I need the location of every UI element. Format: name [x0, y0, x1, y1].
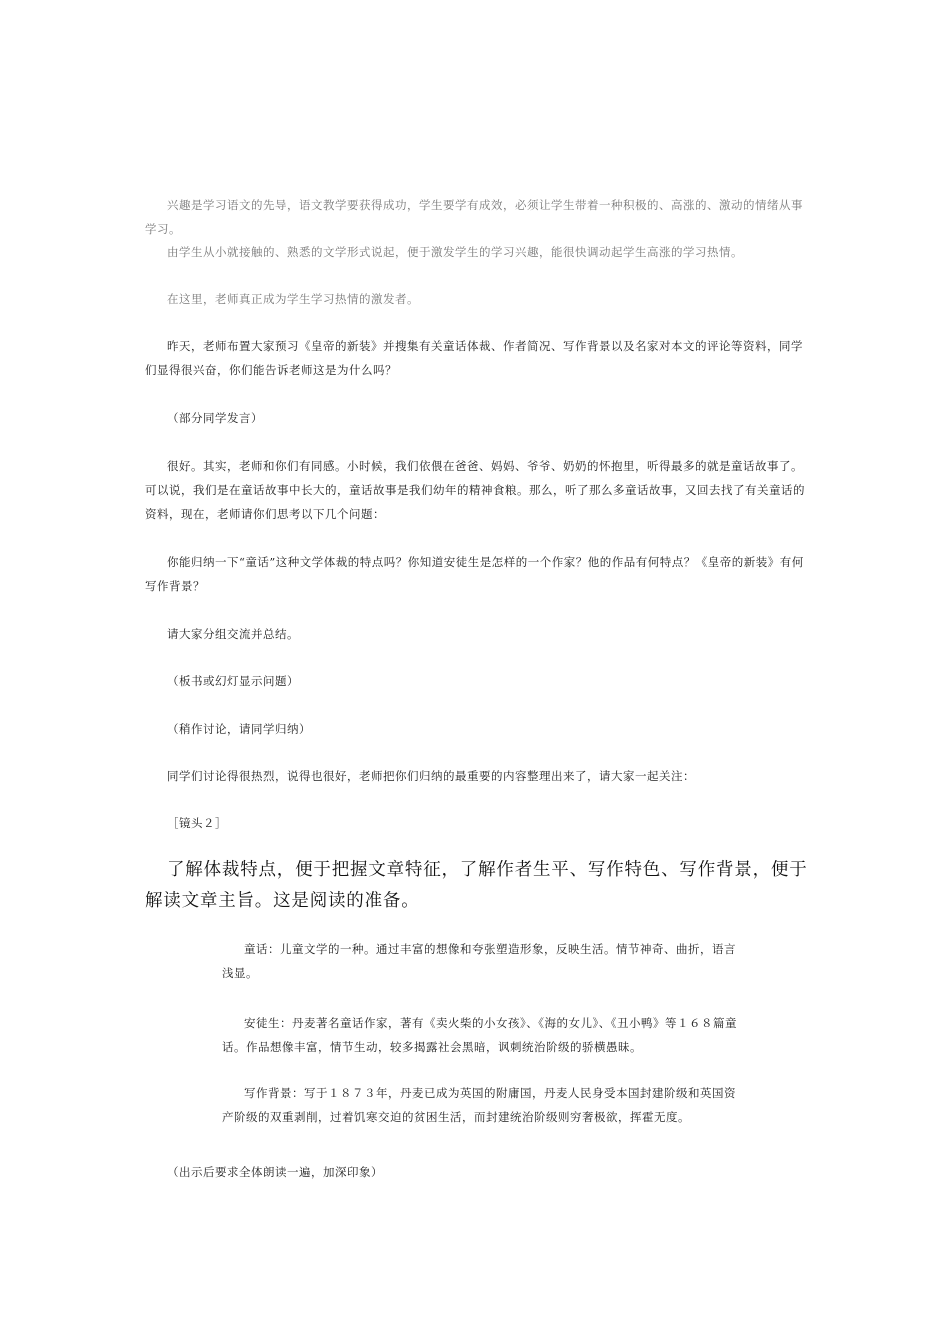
- fairy-tale-definition: 童话：儿童文学的一种。通过丰富的想像和夸张塑造形象，反映生活。情节神奇、曲折，语言浅显。: [222, 942, 736, 980]
- very-good-paragraph: 很好。其实，老师和你们有同感。小时候，我们依偎在爸爸、妈妈、爷爷、奶奶的怀抱里，听得最多的就是童话故事了。可以说，我们是在童话故事中长大的，童话故事是我们幼年的精神食粮。那么，听了那么多童话故事，又回去找了有关童话的资料，现在，老师请你们思考以下几个问题：: [145, 459, 805, 521]
- intro-paragraph-2: 由学生从小就接触的、熟悉的文学形式说起，便于激发学生的学习兴趣，能很快调动起学生高涨的学习热情。: [167, 245, 743, 259]
- intro-paragraph-1: 兴趣是学习语文的先导，语文教学要获得成功，学生要学有成效，必须让学生带着一种积极的、高涨的、激动的情绪从事学习。: [145, 198, 803, 236]
- info-box-background: [222, 1081, 742, 1129]
- yesterday-paragraph: 昨天，老师布置大家预习《皇帝的新装》并搜集有关童话体裁、作者简况、写作背景以及名家对本文的评论等资料，同学们显得很兴奋，你们能告诉老师这是为什么吗？: [145, 339, 803, 377]
- andersen-description: 安徒生：丹麦著名童话作家，著有《卖火柴的小女孩》、《海的女儿》、《丑小鸭》等１６８篇童话。作品想像丰富，情节生动，较多揭露社会黑暗，讽刺统治阶级的骄横愚昧。: [222, 1016, 737, 1054]
- students-speak-note: （部分同学发言）: [167, 411, 263, 425]
- info-box-fairy-tale: [222, 937, 742, 985]
- group-instruction: 请大家分组交流并总结。: [167, 627, 299, 641]
- info-box-andersen: [222, 1011, 742, 1059]
- questions-paragraph: 你能归纳一下“童话”这种文学体裁的特点吗？你知道安徒生是怎样的一个作家？他的作品有何特点？《皇帝的新装》有何写作背景？: [145, 555, 804, 593]
- board-note: （板书或幻灯显示问题）: [167, 674, 299, 688]
- writing-background: 写作背景：写于１８７３年，丹麦已成为英国的附庸国，丹麦人民身受本国封建阶级和英国资产阶级的双重剥削，过着饥寒交迫的贫困生活，而封建统治阶级则穷奢极欲，挥霍无度。: [222, 1086, 736, 1124]
- summary-paragraph: 同学们讨论得很热烈，说得也很好，老师把你们归纳的最重要的内容整理出来了，请大家一起关注：: [167, 769, 695, 783]
- big-summary-paragraph: 了解体裁特点，便于把握文章特征，了解作者生平、写作特色、写作背景，便于解读文章主旨。这是阅读的准备。: [145, 860, 808, 911]
- read-aloud-note: （出示后要求全体朗读一遍，加深印象）: [167, 1165, 383, 1179]
- discuss-note: （稍作讨论，请同学归纳）: [167, 722, 311, 736]
- shot-label: ［镜头２］: [167, 816, 227, 830]
- intro-paragraph-3: 在这里，老师真正成为学生学习热情的激发者。: [167, 292, 419, 306]
